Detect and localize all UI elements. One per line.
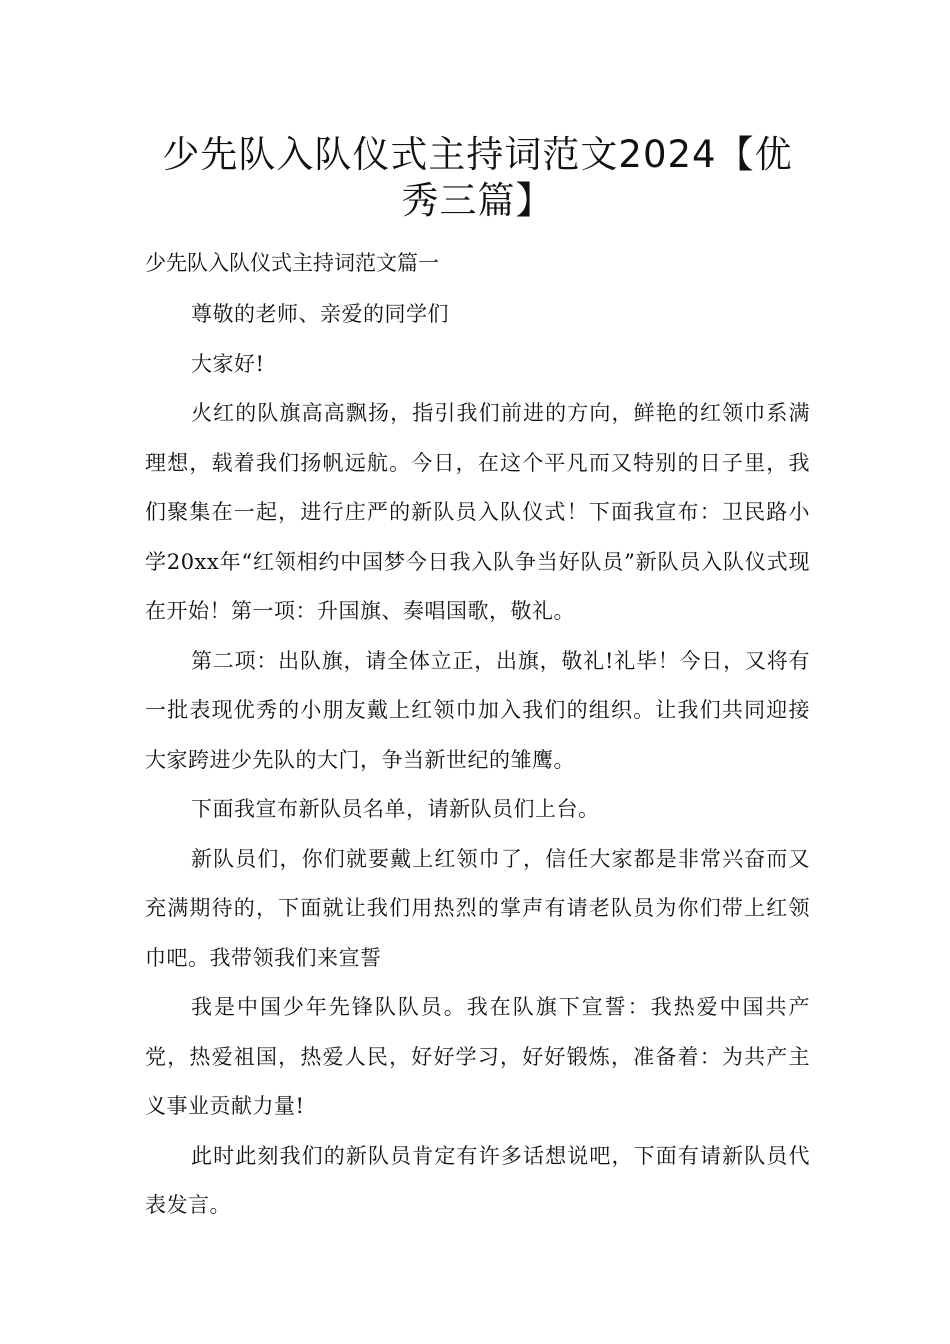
paragraph-opening: 火红的队旗高高飘扬，指引我们前进的方向，鲜艳的红领巾系满理想，载着我们扬帆远航。今日，在这个平凡而又特别的日子里，我们聚集在一起，进行庄严的新队员入队仪式！下面我宣布：卫民路小学20xx年“红领相约中国梦今日我入队争当好队员”新队员入队仪式现在开始！第一项：升国旗、奏唱国歌，敬礼。 [145,401,810,623]
paragraph-flag: 第二项：出队旗，请全体立正，出旗，敬礼!礼毕！今日，又将有一批表现优秀的小朋友戴上红领巾加入我们的组织。让我们共同迎接大家跨进少先队的大门，争当新世纪的雏鹰。 [145,648,810,772]
paragraph-hello: 大家好! [191,351,265,376]
paragraph-roster: 下面我宣布新队员名单，请新队员们上台。 [191,797,600,821]
document-title: 少先队入队仪式主持词范文2024【优秀三篇】 [162,133,793,222]
paragraph-speech: 此时此刻我们的新队员肯定有许多话想说吧，下面有请新队员代表发言。 [145,1143,810,1217]
paragraph-greeting: 尊敬的老师、亲爱的同学们 [191,302,449,326]
section-heading: 少先队入队仪式主持词范文篇一 [145,251,439,275]
paragraph-scarf: 新队员们，你们就要戴上红领巾了，信任大家都是非常兴奋而又充满期待的，下面就让我们用热烈的掌声有请老队员为你们带上红领巾吧。我带领我们来宣誓 [145,846,810,970]
paragraph-oath: 我是中国少年先锋队队员。我在队旗下宣誓：我热爱中国共产党，热爱祖国，热爱人民，好好学习，好好锻炼，准备着：为共产主义事业贡献力量! [145,995,810,1118]
